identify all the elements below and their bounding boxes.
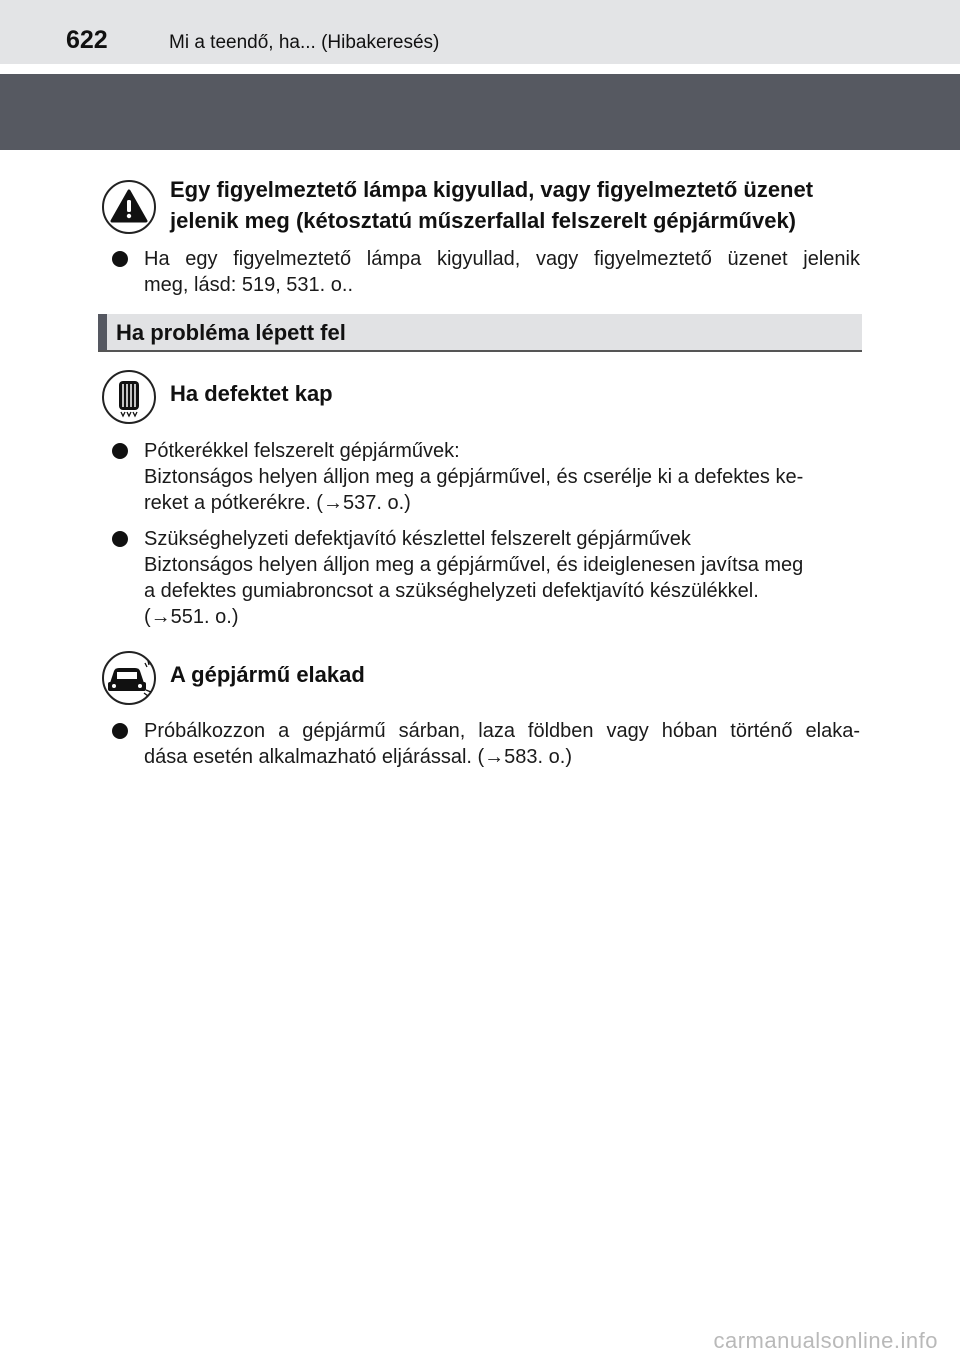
stuck-vehicle-heading: A gépjármű elakad: [170, 662, 365, 687]
chapter-band: [0, 74, 960, 150]
stuck-vehicle-bullet: [112, 718, 860, 770]
flat-tire-bullet-1-line1: Pótkerékkel felszerelt gépjárművek:: [144, 440, 460, 462]
warning-heading: [170, 174, 813, 236]
bullet-dot: [112, 251, 128, 267]
flat-tire-bullet-2-line4: (→551. o.): [144, 606, 239, 628]
section-title: Ha probléma lépett fel: [116, 320, 346, 345]
flat-tire-icon: [102, 370, 156, 424]
warning-bullet-line2: meg, lásd: 519, 531. o..: [144, 274, 354, 296]
section-bar: [98, 314, 862, 352]
flat-tire-bullet-2-line3: a defektes gumiabroncsot a szükséghelyzeti defektjavító készülékkel.: [144, 580, 759, 602]
stuck-vehicle-bullet-line2: dása esetén alkalmazható eljárással. (→583. o.): [144, 746, 573, 768]
warning-heading-line1: Egy figyelmeztető lámpa kigyullad, vagy figyelmeztető üzenet: [170, 177, 814, 202]
flat-tire-bullet-1-line3: reket a pótkerékre. (→537. o.): [144, 492, 411, 514]
warning-triangle-icon: [102, 180, 156, 234]
bullet-dot: [112, 723, 128, 739]
flat-tire-heading: Ha defektet kap: [170, 381, 333, 406]
flat-tire-bullet-2-line2: Biztonságos helyen álljon meg a gépjárművel, és ideiglenesen javítsa meg: [144, 554, 804, 576]
bullet-dot: [112, 443, 128, 459]
header-strip: [0, 0, 960, 64]
section-bar-accent: [98, 314, 107, 350]
warning-bullet: [112, 246, 860, 298]
warning-bullet-line1: Ha egy figyelmeztető lámpa kigyullad, vagy figyelmeztető üzenet jelenik: [144, 248, 860, 270]
flat-tire-bullet-1: [112, 438, 860, 516]
warning-heading-line2: jelenik meg (kétosztatú műszerfallal felszerelt gépjárművek): [170, 208, 797, 233]
stuck-vehicle-bullet-line1: Próbálkozzon a gépjármű sárban, laza földben vagy hóban történő elaka-: [144, 720, 860, 742]
flat-tire-bullet-2-line1: Szükséghelyzeti defektjavító készlettel felszerelt gépjárművek: [144, 528, 691, 550]
footer-watermark: carmanualsonline.info: [713, 1328, 938, 1353]
flat-tire-bullet-1-line2: Biztonságos helyen álljon meg a gépjárművel, és cserélje ki a defektes ke-: [144, 466, 804, 488]
page-number: 622: [66, 26, 108, 54]
running-header: Mi a teendő, ha... (Hibakeresés): [169, 32, 440, 53]
bullet-dot: [112, 531, 128, 547]
flat-tire-bullet-2: [112, 526, 860, 630]
stuck-car-icon: [102, 651, 156, 705]
